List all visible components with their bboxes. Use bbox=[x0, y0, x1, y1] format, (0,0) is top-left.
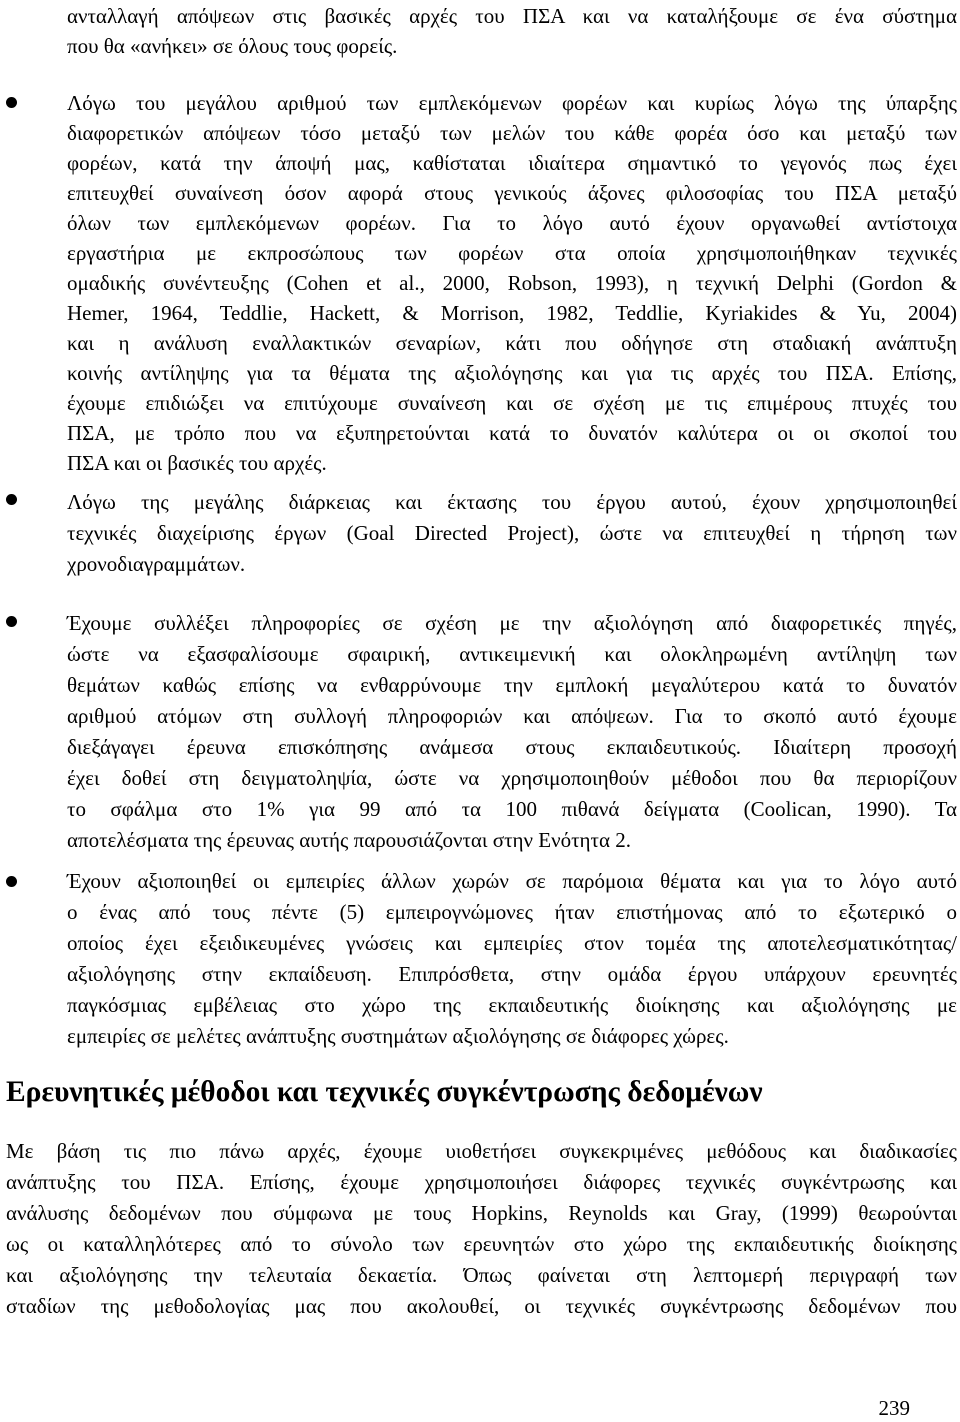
bullet-icon bbox=[6, 616, 17, 627]
bullet-text-line: εμπειρίες σε μελέτες ανάπτυξης συστημάτων αξιολόγησης σε διάφορες χώρες. bbox=[67, 1024, 729, 1048]
bullet-text-line: το σφάλμα στο 1% για 99 από τα 100 πιθανά δείγματα (Coolican, 1990). Τα bbox=[67, 797, 957, 821]
bullet-text-line: ο ένας από τους πέντε (5) εμπειρογνώμονες ήταν επιστήμονας από το εξωτερικό ο bbox=[67, 900, 957, 924]
bullet-text-line: Λόγω του μεγάλου αριθμού των εμπλεκόμενων φορέων και κυρίως λόγω της ύπαρξης bbox=[67, 91, 957, 115]
text-line: ανταλλαγή απόψεων στις βασικές αρχές του ΠΣΑ και να καταλήξουμε σε ένα σύστημα bbox=[67, 4, 957, 28]
paragraph-line: σταδίων της μεθοδολογίας μας που ακολουθεί, οι τεχνικές συγκέντρωσης δεδομένων που bbox=[6, 1294, 957, 1318]
text-line: που θα «ανήκει» σε όλους τους φορείς. bbox=[67, 34, 398, 58]
bullet-text-line: φορέων, κατά την άποψή μας, καθίσταται ιδιαίτερα σημαντικό το γεγονός πως έχει bbox=[67, 151, 957, 175]
bullet-text-line: ΠΣΑ και οι βασικές του αρχές. bbox=[67, 451, 327, 475]
bullet-text-line: τεχνικές διαχείρισης έργων (Goal Directed Project), ώστε να επιτευχθεί η τήρηση των bbox=[67, 521, 957, 545]
bullet-text-line: ομαδικής συνέντευξης (Cohen et al., 2000, Robson, 1993), η τεχνική Delphi (Gordon & bbox=[67, 271, 957, 295]
bullet-text-line: παγκόσμιας εμβέλειας στο χώρο της εκπαιδευτικής διοίκησης και αξιολόγησης με bbox=[67, 993, 957, 1017]
bullet-text-line: όλων των εμπλεκόμενων φορέων. Για το λόγο αυτό έχουν οργανωθεί αντίστοιχα bbox=[67, 211, 957, 235]
bullet-text-line: έχει δοθεί στη δειγματοληψία, ώστε να χρησιμοποιηθούν μέθοδοι που θα περιορίζουν bbox=[67, 766, 957, 790]
bullet-icon bbox=[6, 876, 17, 887]
bullet-icon bbox=[6, 97, 17, 108]
bullet-text-line: κοινής αντίληψης για τα θέματα της αξιολόγησης και για τις αρχές του ΠΣΑ. Επίσης, bbox=[67, 361, 957, 385]
paragraph-line: ανάπτυξης του ΠΣΑ. Επίσης, έχουμε χρησιμοποιήσει διάφορες τεχνικές συγκέντρωσης και bbox=[6, 1170, 957, 1194]
bullet-text-line: διαφορετικών απόψεων τόσο μεταξύ των μελών του κάθε φορέα όσο και μεταξύ των bbox=[67, 121, 957, 145]
bullet-text-line: θεμάτων καθώς επίσης να ενθαρρύνουμε την εμπλοκή μεγαλύτερου κατά το δυνατόν bbox=[67, 673, 957, 697]
bullet-text-line: ΠΣΑ, με τρόπο που να εξυπηρετούνται κατά το δυνατόν καλύτερα οι οι σκοποί του bbox=[67, 421, 957, 445]
bullet-text-line: ώστε να εξασφαλίσουμε σφαιρική, αντικειμενική και ολοκληρωμένη αντίληψη των bbox=[67, 642, 957, 666]
paragraph-line: ανάλυσης δεδομένων που σύμφωνα με τους Hopkins, Reynolds και Gray, (1999) θεωρούνται bbox=[6, 1201, 957, 1225]
bullet-text-line: διεξάγαγει έρευνα επισκόπησης ανάμεσα στους εκπαιδευτικούς. Ιδιαίτερη προσοχή bbox=[67, 735, 957, 759]
section-heading: Ερευνητικές μέθοδοι και τεχνικές συγκέντρωσης δεδομένων bbox=[6, 1076, 763, 1108]
bullet-text-line: οποίος έχει εξειδικευμένες γνώσεις και εμπειρίες στον τομέα της αποτελεσματικότητας/ bbox=[67, 931, 957, 955]
bullet-text-line: Hemer, 1964, Teddlie, Hackett, & Morrison, 1982, Teddlie, Kyriakides & Yu, 2004) bbox=[67, 301, 957, 325]
bullet-text-line: και η ανάλυση εναλλακτικών σεναρίων, κάτι που οδήγησε στη σταδιακή ανάπτυξη bbox=[67, 331, 957, 355]
bullet-text-line: Έχουμε συλλέξει πληροφορίες σε σχέση με την αξιολόγηση από διαφορετικές πηγές, bbox=[67, 611, 957, 635]
bullet-text-line: έχουμε επιδιώξει να επιτύχουμε συναίνεση και σε σχέση με τις επιμέρους πτυχές του bbox=[67, 391, 957, 415]
bullet-text-line: χρονοδιαγραμμάτων. bbox=[67, 552, 246, 576]
bullet-text-line: Έχουν αξιοποιηθεί οι εμπειρίες άλλων χωρών σε παρόμοια θέματα και για το λόγο αυτό bbox=[67, 869, 957, 893]
bullet-icon bbox=[6, 494, 17, 505]
bullet-text-line: αξιολόγησης στην εκπαίδευση. Επιπρόσθετα, στην ομάδα έργου υπάρχουν ερευνητές bbox=[67, 962, 957, 986]
bullet-text-line: εργαστήρια με εκπροσώπους των φορέων στα οποία χρησιμοποιήθηκαν τεχνικές bbox=[67, 241, 957, 265]
bullet-text-line: αριθμού ατόμων στη συλλογή πληροφοριών και απόψεων. Για το σκοπό αυτό έχουμε bbox=[67, 704, 957, 728]
paragraph-line: ως οι καταλληλότερες από το σύνολο των ερευνητών στο χώρο της εκπαιδευτικής διοίκησης bbox=[6, 1232, 957, 1256]
bullet-text-line: επιτευχθεί συναίνεση όσον αφορά στους γενικούς άξονες φιλοσοφίας του ΠΣΑ μεταξύ bbox=[67, 181, 957, 205]
paragraph-line: Με βάση τις πιο πάνω αρχές, έχουμε υιοθετήσει συγκεκριμένες μεθόδους και διαδικασίες bbox=[6, 1139, 957, 1163]
bullet-text-line: αποτελέσματα της έρευνας αυτής παρουσιάζονται στην Ενότητα 2. bbox=[67, 828, 631, 852]
paragraph-line: και αξιολόγησης την τελευταία δεκαετία. Όπως φαίνεται στη λεπτομερή περιγραφή των bbox=[6, 1263, 957, 1287]
bullet-text-line: Λόγω της μεγάλης διάρκειας και έκτασης του έργου αυτού, έχουν χρησιμοποιηθεί bbox=[67, 490, 957, 514]
page-number: 239 bbox=[878, 1396, 910, 1420]
